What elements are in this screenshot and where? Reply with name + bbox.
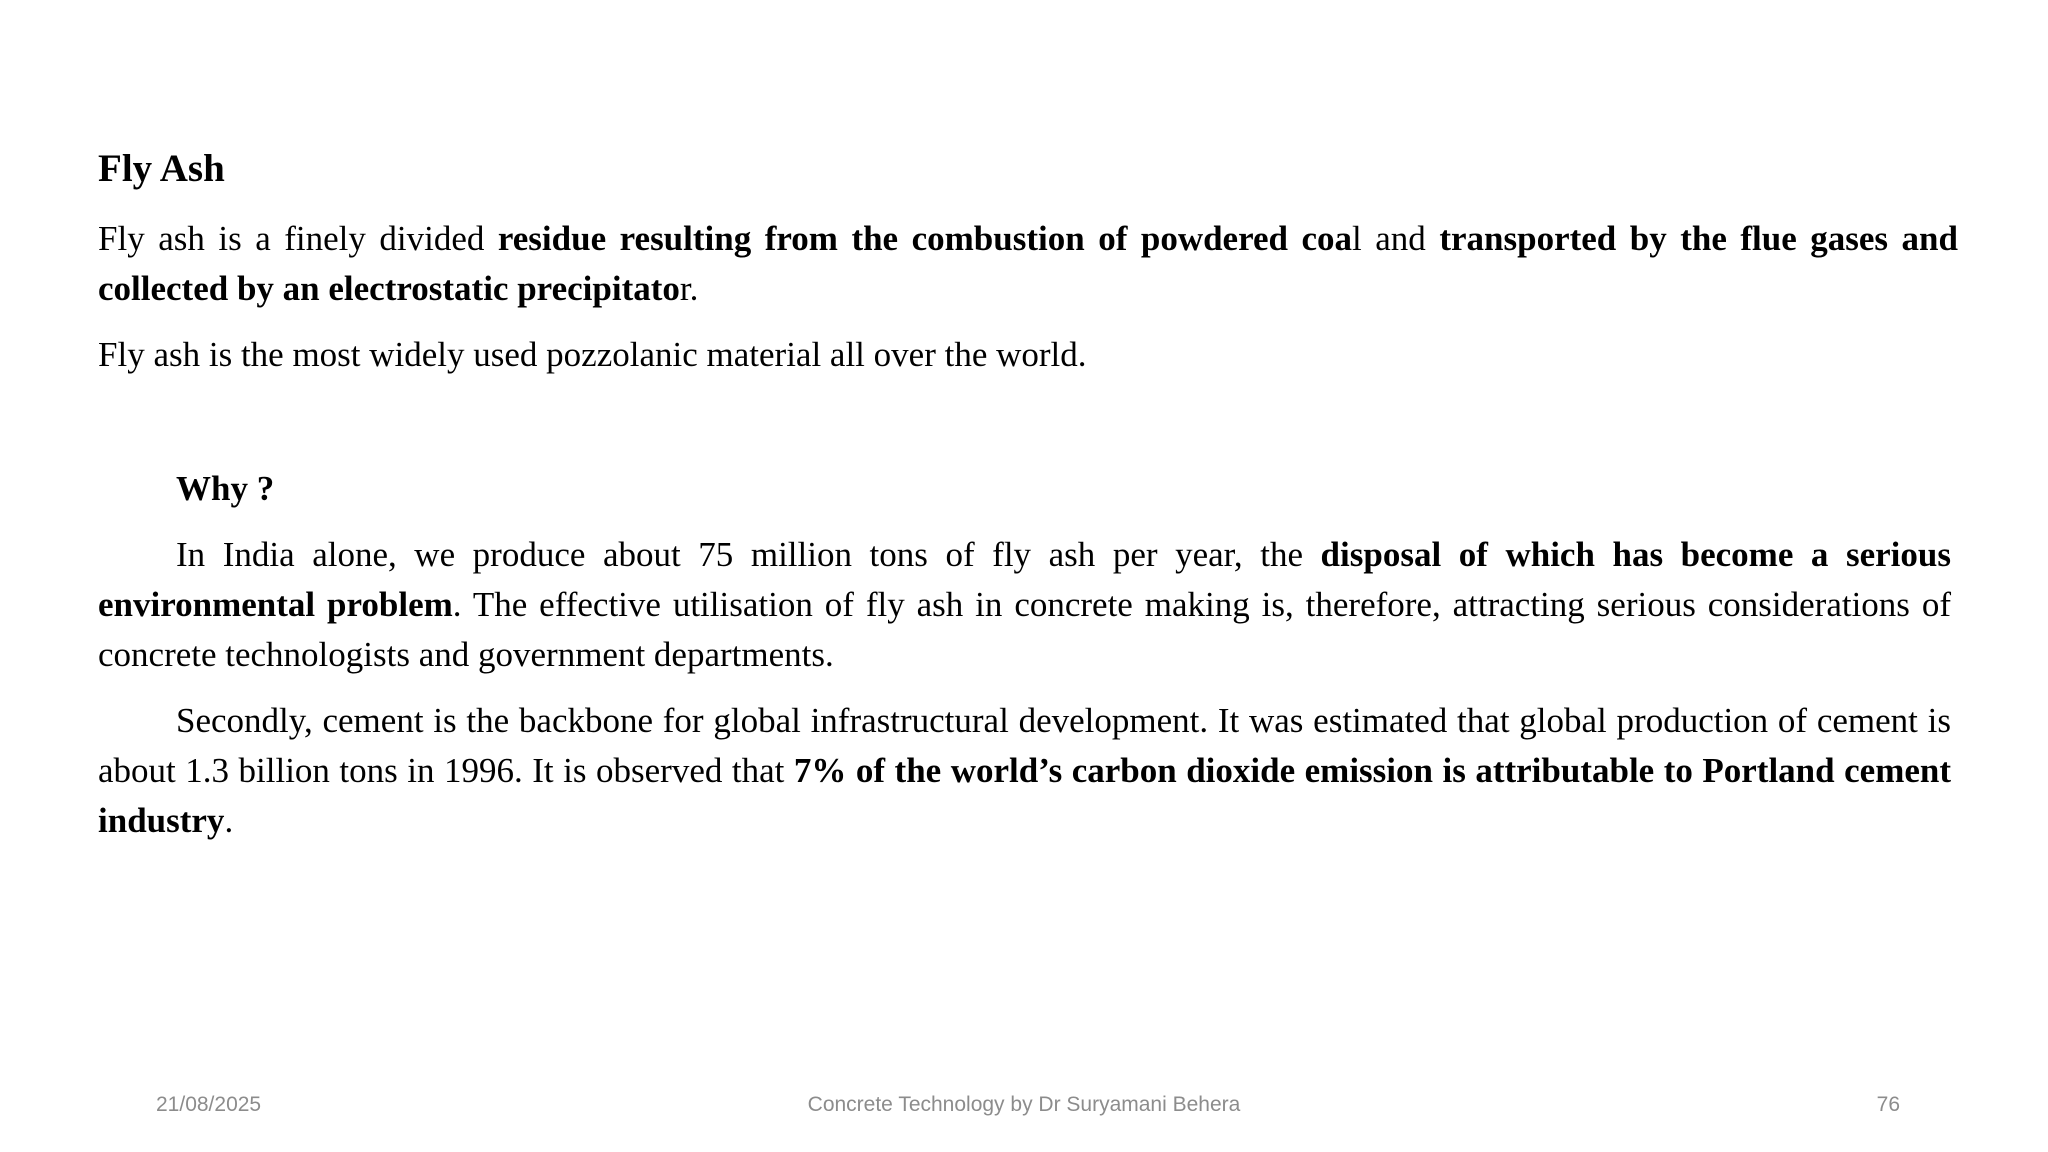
definition-text-3: r.	[679, 269, 699, 308]
cement-bold-1: 7% of the world’s carbon dioxide emission is attributable to Portland cement industry	[98, 751, 1952, 840]
footer-date: 21/08/2025	[156, 1093, 262, 1116]
india-paragraph	[98, 530, 1951, 680]
definition-bold-2: transported by the flue gases and collected by an electrostatic precipitato	[98, 219, 1958, 308]
definition-bold-1: residue resulting from the combustion of powdered coa	[497, 219, 1353, 258]
footer-page-number: 76	[1876, 1093, 1900, 1116]
spacer	[98, 396, 1958, 464]
definition-text-2: l and	[1352, 219, 1440, 258]
india-text-1: In India alone, we produce about 75 million tons of fly ash per year, the	[176, 535, 1321, 574]
india-text-2: . The effective utilisation of fly ash in concrete making is, therefore, attracting serious considerations of concrete technologists and government departments.	[98, 585, 1951, 674]
definition-text-1: Fly ash is a finely divided	[98, 219, 498, 258]
definition-paragraph	[98, 214, 1958, 314]
slide-heading: Fly Ash	[98, 147, 225, 190]
slide-body	[98, 140, 1958, 862]
cement-paragraph	[98, 696, 1951, 846]
why-heading: Why ?	[176, 469, 275, 508]
footer-title: Concrete Technology by Dr Suryamani Behera	[807, 1093, 1241, 1116]
usage-paragraph: Fly ash is the most widely used pozzolanic material all over the world.	[98, 335, 1087, 374]
cement-text-2: .	[224, 801, 234, 840]
cement-text-1: Secondly, cement is the backbone for global infrastructural development. It was estimated that global production of cement is about 1.3 billion tons in 1996. It is observed that	[98, 701, 1951, 790]
india-bold-1: disposal of which has become a serious environmental problem	[98, 535, 1951, 624]
